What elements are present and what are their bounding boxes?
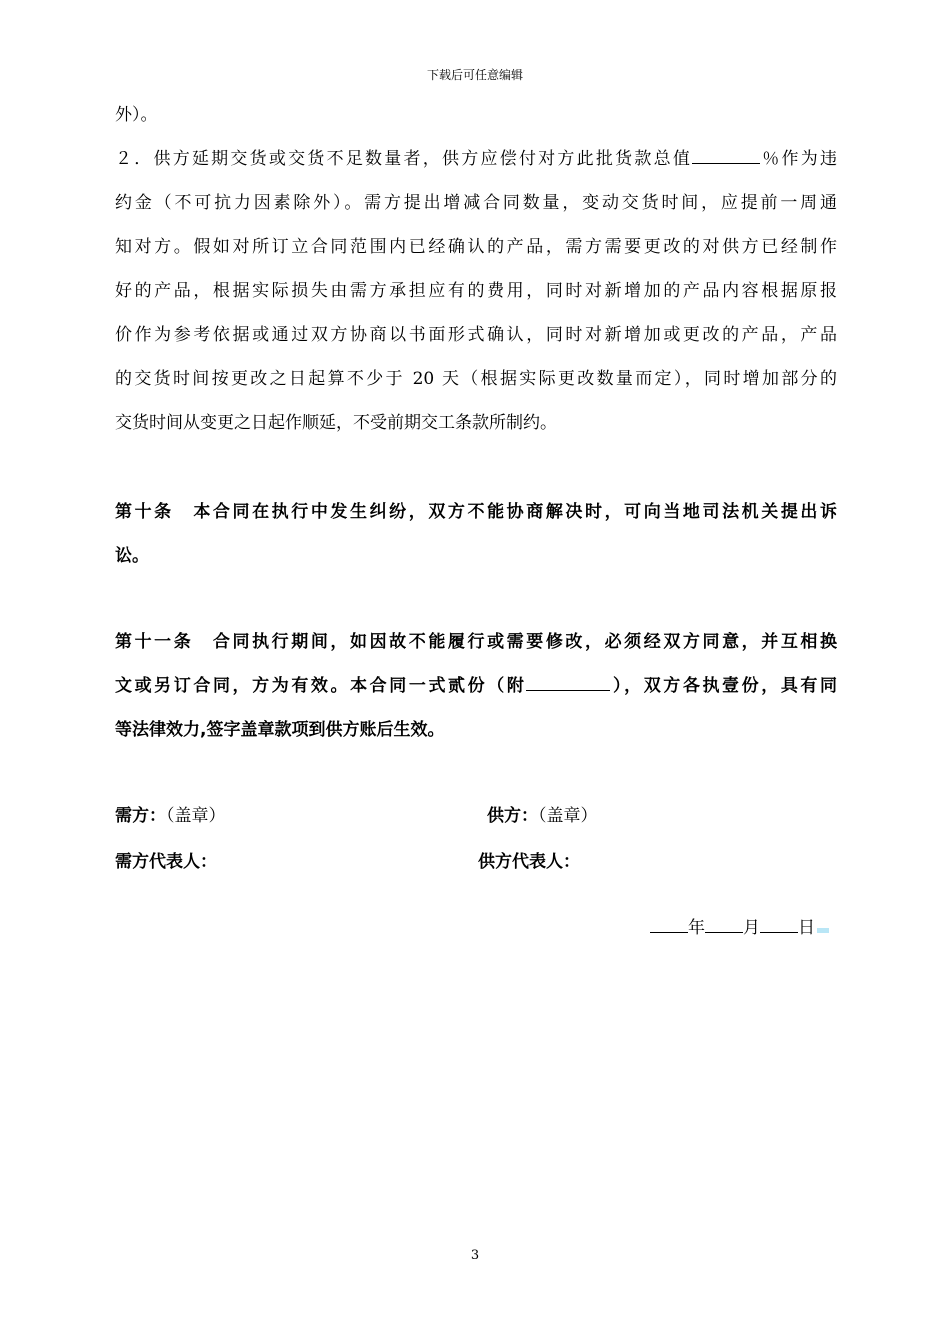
year-blank xyxy=(650,914,688,933)
month-blank xyxy=(705,914,743,933)
buyer-representative: 需方代表人： xyxy=(115,852,217,872)
supplier-seal-row xyxy=(487,804,598,828)
month-label: 月 xyxy=(743,918,760,938)
paragraph-line: 知对方。假如对所订立合同范围内已经确认的产品，需方需要更改的对供方已经制作 xyxy=(115,237,837,257)
buyer-seal-row xyxy=(115,804,226,828)
article-9-continued xyxy=(115,93,837,445)
paragraph-line xyxy=(115,137,837,181)
paragraph-line: 交货时间从变更之日起作顺延，不受前期交工条款所制约。 xyxy=(115,413,557,433)
article-10 xyxy=(115,490,837,578)
page-number: 3 xyxy=(470,1248,480,1263)
clause-2-text-end: ％作为违 xyxy=(760,149,838,169)
day-blank xyxy=(760,914,798,933)
signing-date xyxy=(650,914,829,940)
paragraph-line: 好的产品，根据实际损失由需方承担应有的费用，同时对新增加的产品内容根据原报 xyxy=(115,281,837,301)
paragraph-line: 讼。 xyxy=(115,546,149,566)
paragraph-line: 第十一条 合同执行期间，如因故不能履行或需要修改，必须经双方同意，并互相换 xyxy=(115,632,837,652)
article-11-text-end: ），双方各执壹份，具有同 xyxy=(610,676,838,696)
supplier-label: 供方： xyxy=(487,806,538,826)
penalty-percent-blank xyxy=(692,145,760,164)
clause-2-text: ２．供方延期交货或交货不足数量者，供方应偿付对方此批货款总值 xyxy=(115,149,693,169)
supplier-seal: （盖章） xyxy=(538,806,598,826)
paragraph-line: 价作为参考依据或通过双方协商以书面形式确认，同时对新增加或更改的产品，产品 xyxy=(115,325,837,345)
article-11 xyxy=(115,620,837,752)
paragraph-line: 第十条 本合同在执行中发生纠纷，双方不能协商解决时，可向当地司法机关提出诉 xyxy=(115,502,837,522)
page-header: 下载后可任意编辑 xyxy=(426,68,523,82)
buyer-seal: （盖章） xyxy=(166,806,226,826)
year-label: 年 xyxy=(688,918,705,938)
paragraph-line: 约金（不可抗力因素除外）。需方提出增减合同数量，变动交货时间，应提前一周通 xyxy=(115,193,837,213)
day-label: 日 xyxy=(798,918,815,938)
paragraph-line: 的交货时间按更改之日起算不少于 20 天（根据实际更改数量而定），同时增加部分的 xyxy=(115,369,837,389)
paragraph-end-marker xyxy=(817,928,829,933)
attachment-blank xyxy=(526,672,610,691)
paragraph-line: 等法律效力,签字盖章款项到供方账后生效。 xyxy=(115,720,445,740)
supplier-representative: 供方代表人： xyxy=(478,852,580,872)
buyer-label: 需方： xyxy=(115,806,166,826)
paragraph-line: 外）。 xyxy=(115,105,158,125)
paragraph-line xyxy=(115,664,837,708)
article-11-text: 文或另订合同，方为有效。本合同一式贰份（附 xyxy=(115,676,527,696)
